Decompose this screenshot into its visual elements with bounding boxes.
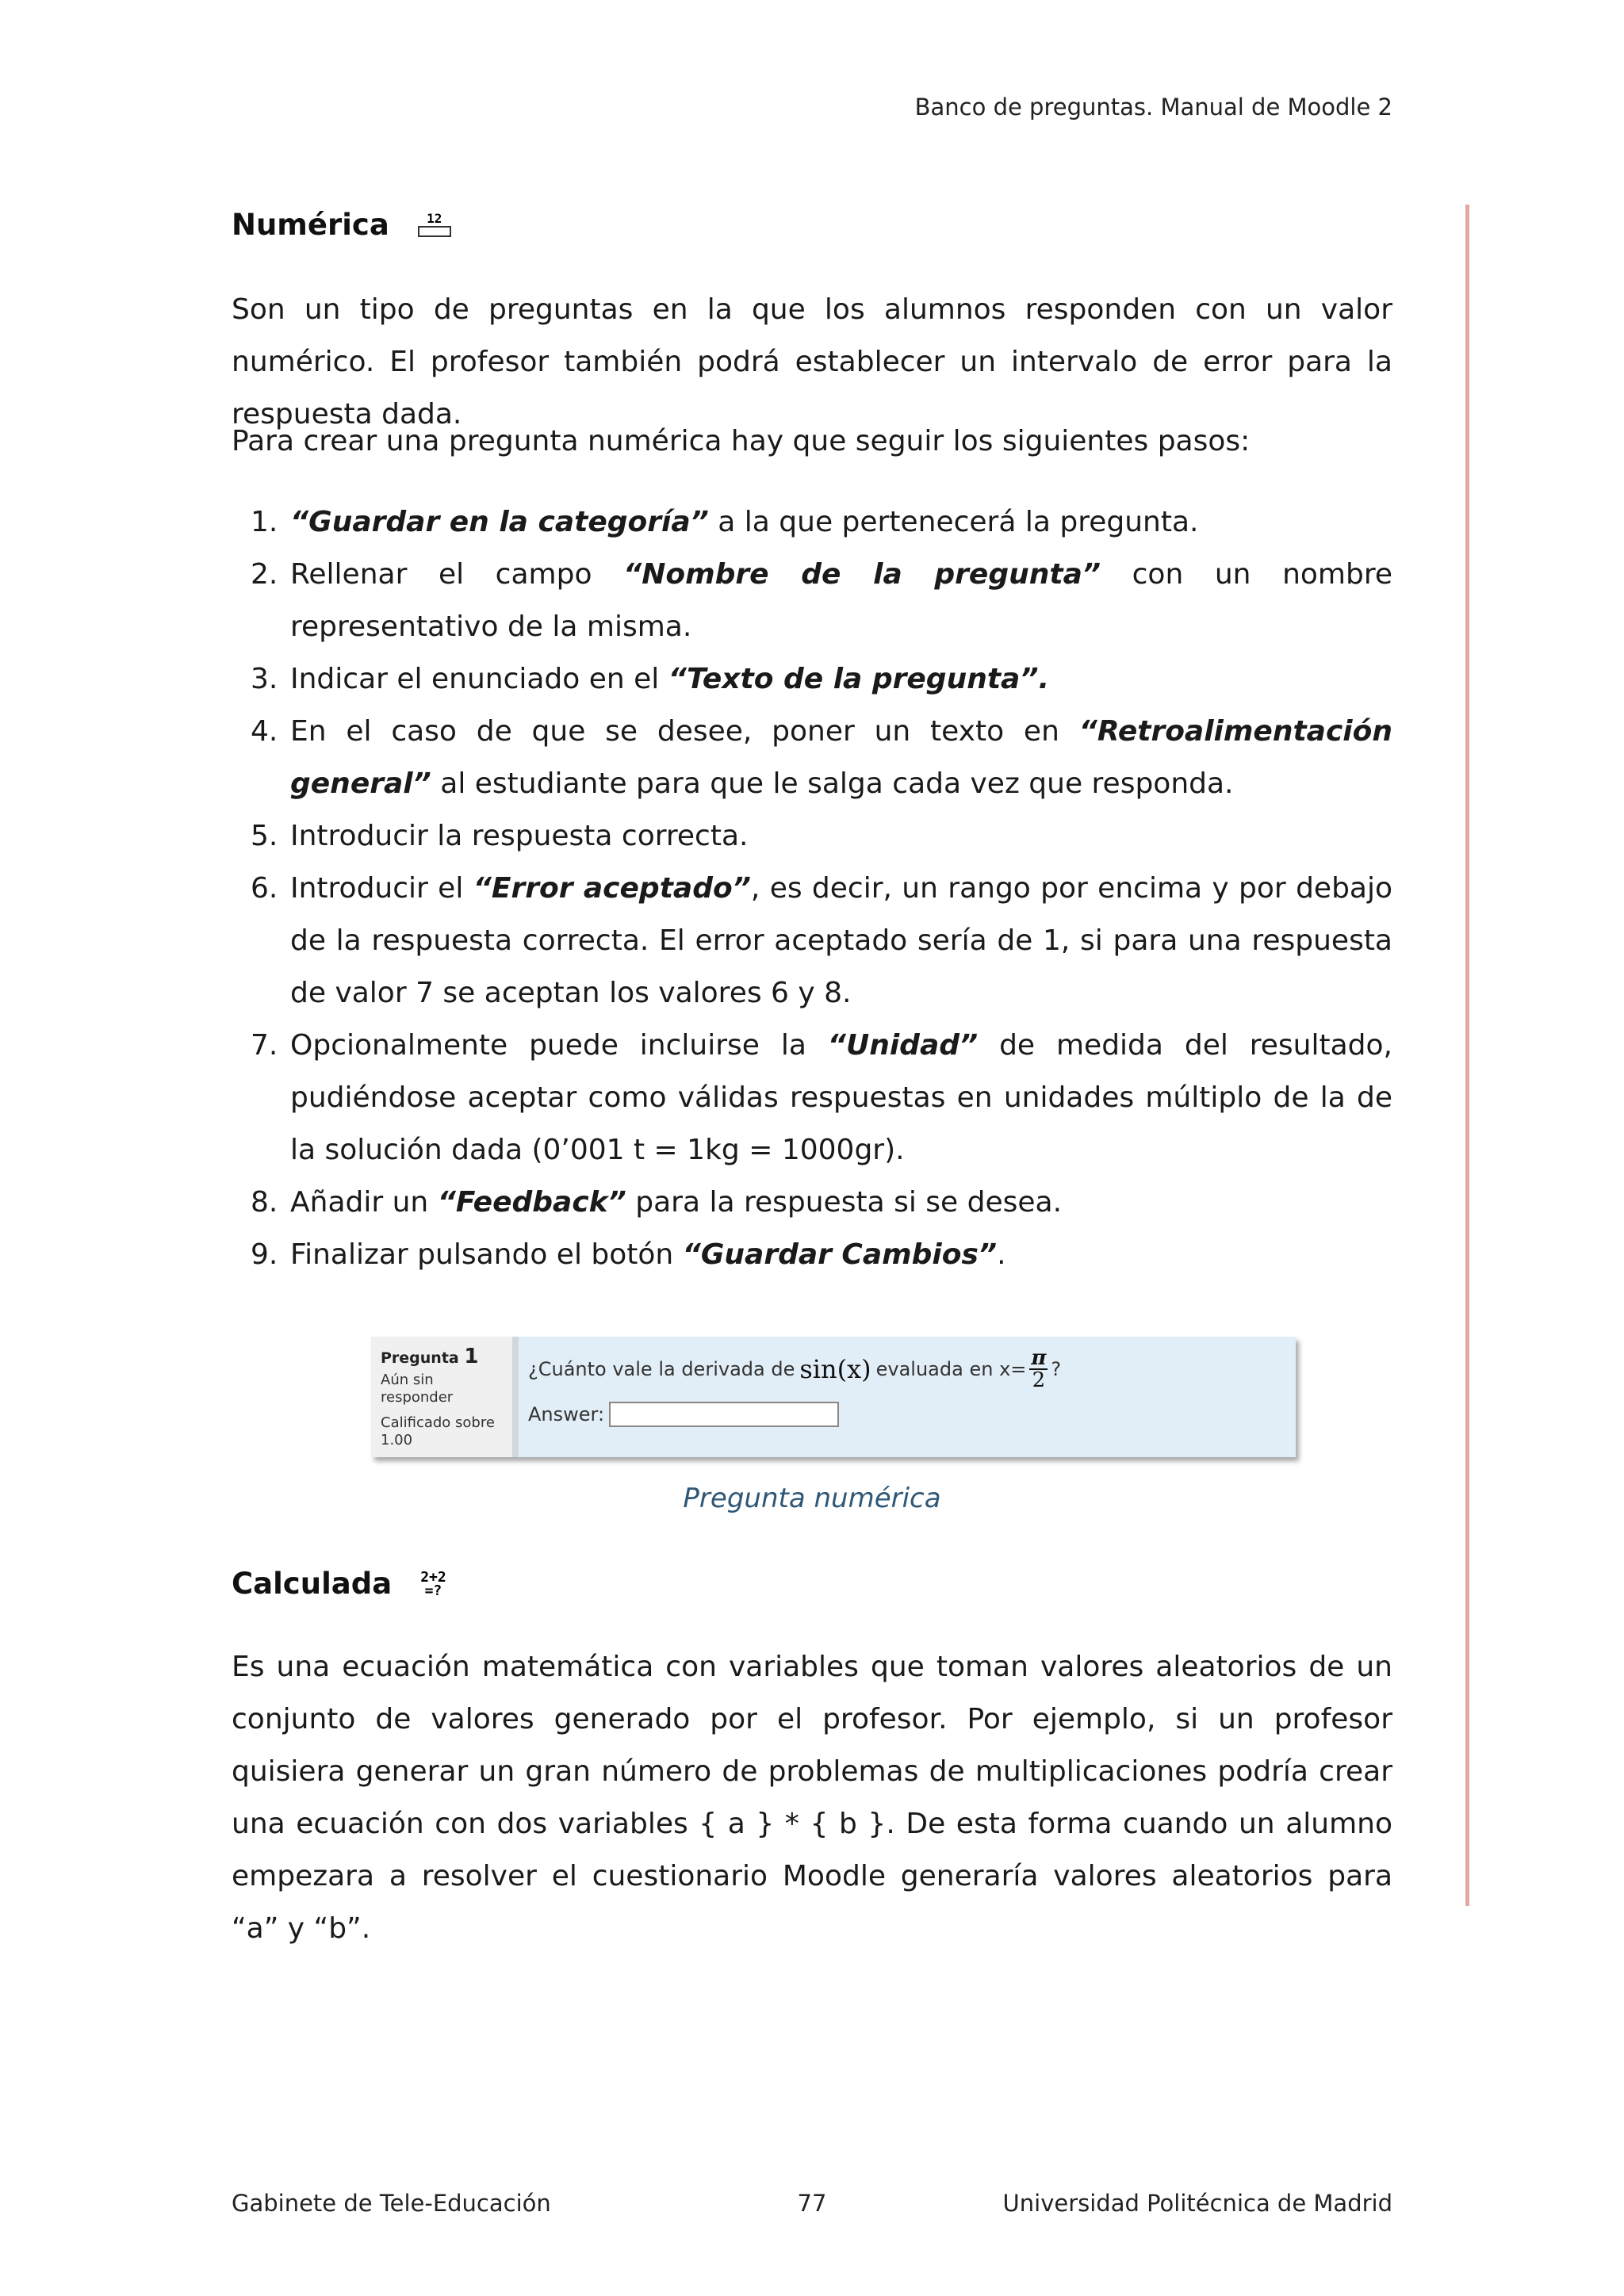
math-fraction: $\frac{\pi}{2}$ <box>1031 1346 1047 1392</box>
steps-intro: Para crear una pregunta numérica hay que seguir los siguientes pasos: <box>232 425 1251 457</box>
question-number: Pregunta 1 <box>381 1345 479 1368</box>
list-item: 5. Introducir la respuesta correcta. <box>251 820 749 852</box>
answer-row <box>528 1402 1286 1427</box>
section-title: Calculada <box>232 1567 393 1601</box>
page-number: 77 <box>797 2190 827 2217</box>
answer-input[interactable] <box>609 1402 839 1427</box>
question-body <box>519 1337 1296 1457</box>
list-item: 9. Finalizar pulsando el botón “Guardar Cambios”. <box>251 1238 1006 1271</box>
question-state: Aún sin responder <box>381 1372 454 1406</box>
figure-caption: Pregunta numérica <box>683 1483 941 1514</box>
list-item: 8. Añadir un “Feedback” para la respuesta si se desea. <box>251 1186 1063 1219</box>
list-item: 6. Introducir el “Error aceptado”, es decir, un rango por encima y por debajo de la respuesta correcta. El error aceptado sería de 1, si para una respuesta de valor 7 se aceptan los valores 6 y 8. <box>251 872 1393 1009</box>
question-grade: Calificado sobre 1.00 <box>381 1414 495 1448</box>
math-expression: sin(x) <box>799 1354 871 1384</box>
question-info-panel <box>371 1337 512 1457</box>
question-preview <box>371 1337 1296 1457</box>
page-footer <box>232 2190 1392 2217</box>
section-title: Numérica <box>232 208 389 242</box>
list-item: 2. Rellenar el campo “Nombre de la pregunta” con un nombre representativo de la misma. <box>251 558 1392 643</box>
list-item: 7. Opcionalmente puede incluirse la “Unidad” de medida del resultado, pudiéndose aceptar como válidas respuestas en unidades múltiplo de la de la solución dada (0’001 t = 1kg = 1000gr). <box>251 1029 1392 1166</box>
intro-paragraph: Son un tipo de preguntas en la que los alumnos responden con un valor numérico. El profesor también podrá establecer un intervalo de error para la respuesta dada. <box>232 293 1392 430</box>
calculada-paragraph: Es una ecuación matemática con variables que toman valores aleatorios de un conjunto de valores generado por el profesor. Por ejemplo, si un profesor quisiera generar un gran número de problemas de multiplicaciones podría crear una ecuación con dos variables { a } * { b }. De esta forma cuando un alumno empezara a resolver el cuestionario Moodle generaría valores aleatorios para “a” y “b”. <box>232 1651 1392 1945</box>
question-text: ¿Cuánto vale la derivada de sin(x) evaluada en x= $\frac{\pi}{2}$ ? <box>528 1346 1062 1392</box>
footer-left: Gabinete de Tele-Educación <box>232 2190 551 2217</box>
numeric-question-icon: 12 <box>418 213 451 237</box>
section-heading-numerica <box>232 208 451 242</box>
footer-right: Universidad Politécnica de Madrid <box>1002 2190 1392 2217</box>
page-header: Banco de preguntas. Manual de Moodle 2 <box>914 94 1392 121</box>
list-item: 3. Indicar el enunciado en el “Texto de la pregunta”. <box>251 663 1050 695</box>
section-heading-calculada <box>232 1567 446 1601</box>
margin-rule <box>1465 205 1469 1906</box>
steps-list <box>232 496 1392 1281</box>
answer-label: Answer: <box>528 1403 605 1425</box>
list-item: 4. En el caso de que se desee, poner un texto en “Retroalimentación general” al estudiante para que le salga cada vez que responda. <box>251 715 1392 800</box>
list-item: 1. “Guardar en la categoría” a la que pertenecerá la pregunta. <box>251 506 1199 538</box>
calculated-question-icon: 2+2 =? <box>420 1568 446 1599</box>
